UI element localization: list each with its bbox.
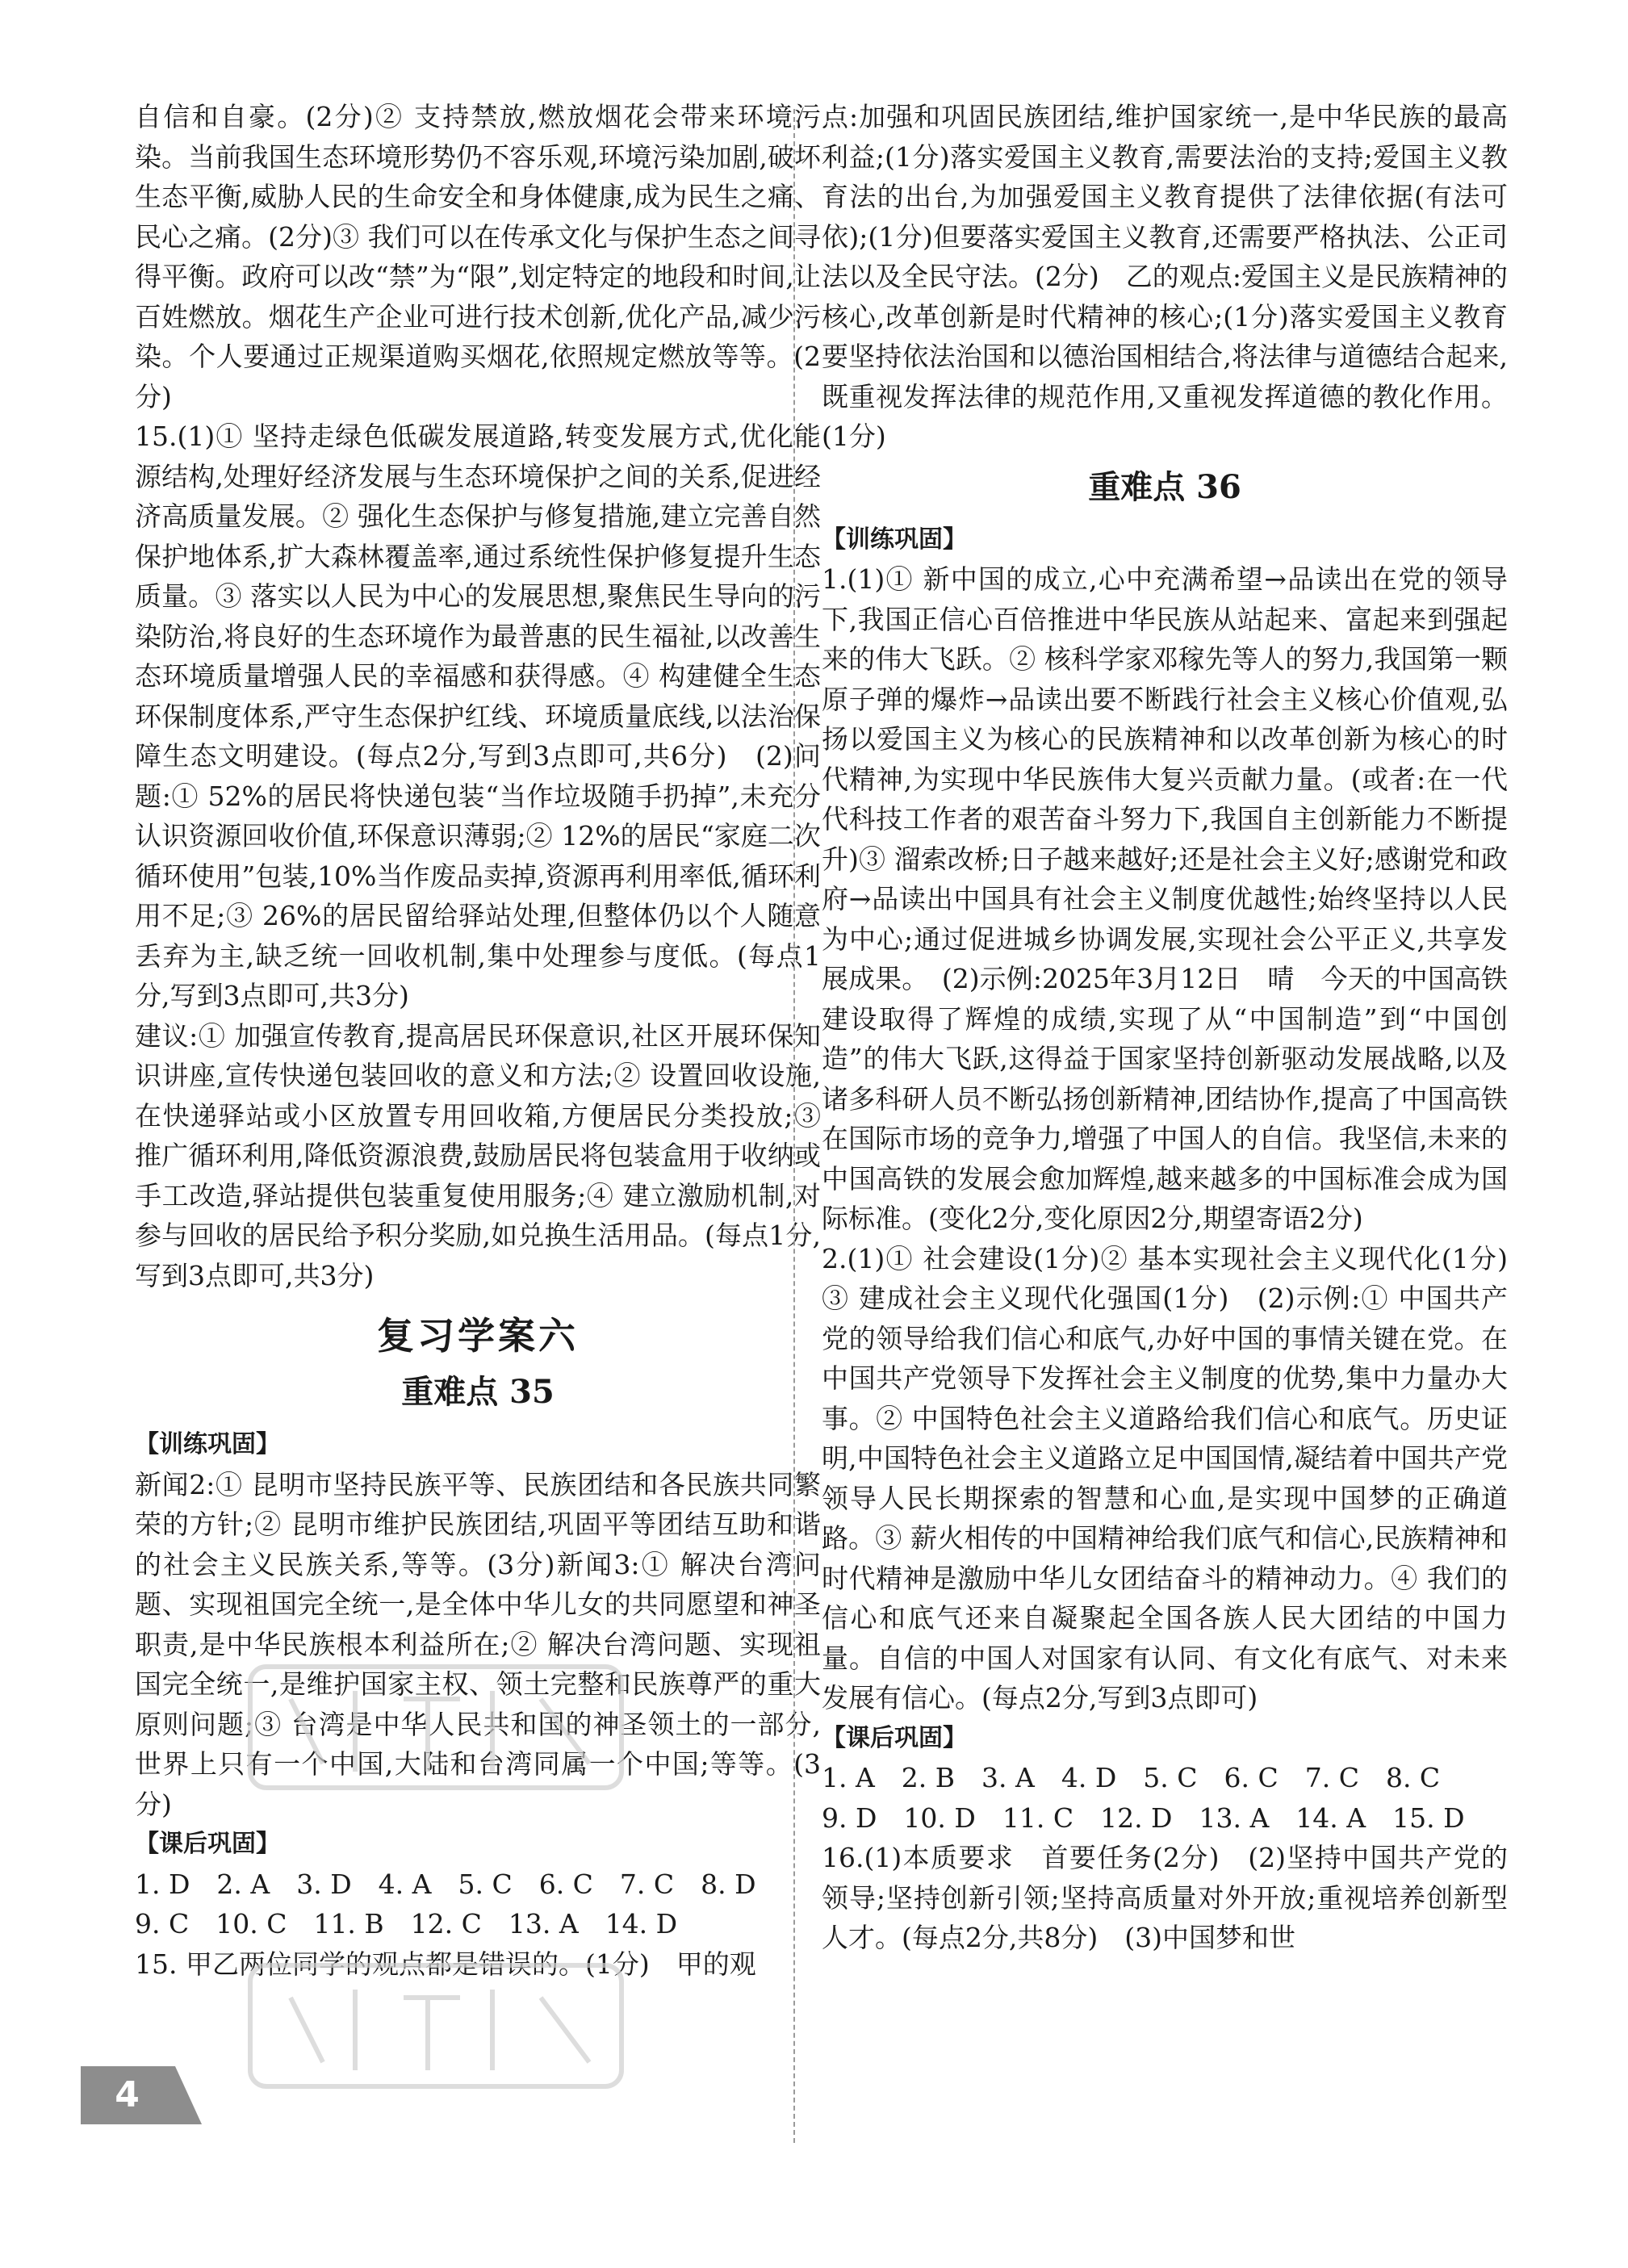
point-title-35: 重难点 35: [401, 1373, 555, 1411]
left-paragraph-5: 15. 甲乙两位同学的观点都是错误的。(1分) 甲的观: [135, 1948, 756, 1980]
left-paragraph-3: 建议:① 加强宣传教育,提高居民环保意识,社区开展环保知识讲座,宣传快递包装回收的意义和方法;② 设置回收设施,在快递驿站或小区放置专用回收箱,方便居民分类投放;③ 推广循环利用,降低资源浪费,鼓励居民将包装盒用于收纳或手工改造,驿站提供包装重复使用服务;④ 建立激励机制,对参与回收的居民给予积分奖励,如兑换生活用品。(每点1分,写到3点即可,共3分): [135, 1019, 821, 1291]
right-answers-row-2: 9. D 10. D 11. C 12. D 13. A 14. A 15. D: [822, 1801, 1465, 1834]
right-paragraph-4: 16.(1)本质要求 首要任务(2分) (2)坚持中国共产党的领导;坚持创新引领;坚持高质量对外开放;重视培养创新型人才。(每点2分,共8分) (3)中国梦和世: [822, 1842, 1508, 1953]
page-number: 4: [115, 2074, 140, 2115]
left-answers-row-1: 1. D 2. A 3. D 4. A 5. C 6. C 7. C 8. D: [135, 1868, 756, 1900]
tag-training-right: 【训练巩固】: [822, 525, 967, 554]
tag-training-left: 【训练巩固】: [135, 1430, 280, 1458]
left-column: [135, 97, 821, 1984]
right-paragraph-3: 2.(1)① 社会建设(1分)② 基本实现社会主义现代化(1分)③ 建成社会主义现代化强国(1分) (2)示例:① 中国共产党的领导给我们信心和底气,办好中国的事情关键在党。在中国共产党领导下发挥社会主义制度的优势,集中力量办大事。② 中国特色社会主义道路给我们信心和底气。历史证明,中国特色社会主义道路立足中国国情,凝结着中国共产党领导人民长期探索的智慧和心血,是实现中国梦的正确道路。③ 薪火相传的中国精神给我们底气和信心,民族精神和时代精神是激励中华儿女团结奋斗的精神动力。④ 我们的信心和底气还来自凝聚起全国各族人民大团结的中国力量。自信的中国人对国家有认同、有文化有底气、对未来发展有信心。(每点2分,写到3点即可): [822, 1242, 1508, 1714]
left-paragraph-2: 15.(1)① 坚持走绿色低碳发展道路,转变发展方式,优化能源结构,处理好经济发展与生态环境保护之间的关系,促进经济高质量发展。② 强化生态保护与修复措施,建立完善自然保护地体系,扩大森林覆盖率,通过系统性保护修复提升生态质量。③ 落实以人民为中心的发展思想,聚焦民生导向的污染防治,将良好的生态环境作为最普惠的民生福祉,以改善生态环境质量增强人民的幸福感和获得感。④ 构建健全生态环保制度体系,严守生态保护红线、环境质量底线,以法治保障生态文明建设。(每点2分,写到3点即可,共6分) (2)问题:① 52%的居民将快递包装“当作垃圾随手扔掉”,未充分认识资源回收价值,环保意识薄弱;② 12%的居民“家庭二次循环使用”包装,10%当作废品卖掉,资源再利用率低,循环利用不足;③ 26%的居民留给驿站处理,但整体仍以个人随意丢弃为主,缺乏统一回收机制,集中处理参与度低。(每点1分,写到3点即可,共3分): [135, 421, 821, 1011]
tag-after-right: 【课后巩固】: [822, 1723, 967, 1752]
right-column: [822, 97, 1508, 1958]
left-paragraph-4: 新闻2:① 昆明市坚持民族平等、民族团结和各民族共同繁荣的方针;② 昆明市维护民族团结,巩固平等团结互助和谐的社会主义民族关系,等等。(3分)新闻3:① 解决台湾问题、实现祖国完全统一,是全体中华儿女的共同愿望和神圣职责,是中华民族根本利益所在;② 解决台湾问题、实现祖国完全统一,是维护国家主权、领土完整和民族尊严的重大原则问题;③ 台湾是中华人民共和国的神圣领土的一部分,世界上只有一个中国,大陆和台湾同属一个中国;等等。(3分): [135, 1468, 821, 1820]
left-paragraph-1: 自信和自豪。(2分)② 支持禁放,燃放烟花会带来环境污染。当前我国生态环境形势仍不容乐观,环境污染加剧,破坏生态平衡,威胁人民的生命安全和身体健康,成为民生之痛、民心之痛。(2分)③ 我们可以在传承文化与保护生态之间寻得平衡。政府可以改“禁”为“限”,划定特定的地段和时间,让百姓燃放。烟花生产企业可进行技术创新,优化产品,减少污染。个人要通过正规渠道购买烟花,依照规定燃放等等。(2分): [135, 101, 821, 412]
right-paragraph-1: 点:加强和巩固民族团结,维护国家统一,是中华民族的最高利益;(1分)落实爱国主义教育,需要法治的支持;爱国主义教育法的出台,为加强爱国主义教育提供了法律依据(有法可依);(1分)但要落实爱国主义教育,还需要严格执法、公正司法以及全民守法。(2分) 乙的观点:爱国主义是民族精神的核心,改革创新是时代精神的核心;(1分)落实爱国主义教育要坚持依法治国和以德治国相结合,将法律与道德结合起来,既重视发挥法律的规范作用,又重视发挥道德的教化作用。(1分): [822, 101, 1508, 452]
right-paragraph-2: 1.(1)① 新中国的成立,心中充满希望→品读出在党的领导下,我国正信心百倍推进中华民族从站起来、富起来到强起来的伟大飞跃。② 核科学家邓稼先等人的努力,我国第一颗原子弹的爆炸→品读出要不断践行社会主义核心价值观,弘扬以爱国主义为核心的民族精神和以改革创新为核心的时代精神,为实现中华民族伟大复兴贡献力量。(或者:在一代代科技工作者的艰苦奋斗努力下,我国自主创新能力不断提升)③ 溜索改桥;日子越来越好;还是社会主义好;感谢党和政府→品读出中国具有社会主义制度优越性;始终坚持以人民为中心;通过促进城乡协调发展,实现社会公平正义,共享发展成果。 (2)示例:2025年3月12日 晴 今天的中国高铁建设取得了辉煌的成绩,实现了从“中国制造”到“中国创造”的伟大飞跃,这得益于国家坚持创新驱动发展战略,以及诸多科研人员不断弘扬创新精神,团结协作,提高了中国高铁在国际市场的竞争力,增强了中国人的自信。我坚信,未来的中国高铁的发展会愈加辉煌,越来越多的中国标准会成为国际标准。(变化2分,变化原因2分,期望寄语2分): [822, 563, 1508, 1234]
point-title-36: 重难点 36: [1088, 467, 1241, 506]
section-title: 复习学案六: [377, 1314, 579, 1358]
tag-after-left: 【课后巩固】: [135, 1830, 280, 1858]
right-answers-row-1: 1. A 2. B 3. A 4. D 5. C 6. C 7. C 8. C: [822, 1762, 1441, 1793]
column-divider: [793, 109, 795, 2143]
left-answers-row-2: 9. C 10. C 11. B 12. C 13. A 14. D: [135, 1908, 678, 1940]
